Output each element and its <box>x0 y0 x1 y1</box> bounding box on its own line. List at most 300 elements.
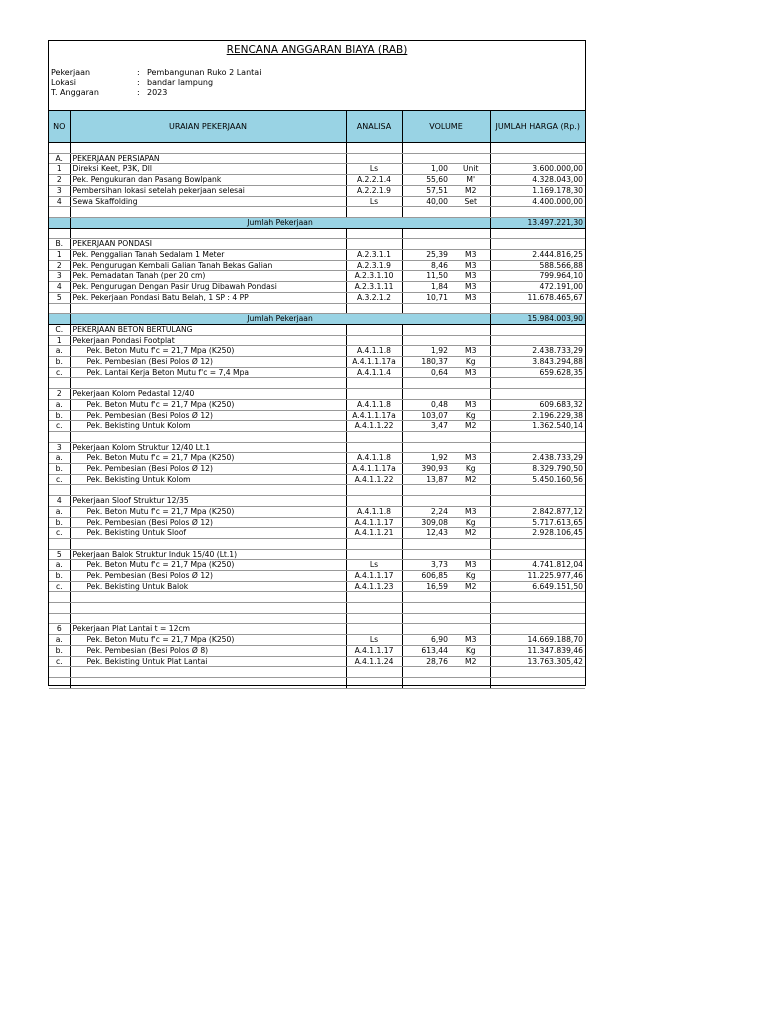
volume-value: 606,85 <box>421 571 448 580</box>
cell-no: a. <box>49 346 70 357</box>
cell-harga <box>490 677 585 688</box>
cell-uraian <box>70 228 346 239</box>
col-header-harga: JUMLAH HARGA (Rp.) <box>490 111 585 143</box>
cell-uraian: Pek. Bekisting Untuk Kolom <box>70 474 346 485</box>
meta-row-lokasi <box>51 78 213 88</box>
cell-volume <box>402 303 490 314</box>
blank-row <box>49 677 585 688</box>
cell-analisa <box>346 485 402 496</box>
cell-harga <box>490 624 585 635</box>
cell-analisa: A.3.2.1.2 <box>346 292 402 303</box>
cell-harga: 2.196.229,38 <box>490 410 585 421</box>
cell-no: 1 <box>49 335 70 346</box>
volume-unit: Kg <box>465 464 476 473</box>
cell-volume <box>402 496 490 507</box>
cell-harga: 2.444.816,25 <box>490 249 585 260</box>
cell-volume <box>402 271 490 282</box>
cell-analisa <box>346 335 402 346</box>
table-header <box>49 111 585 143</box>
volume-unit: M3 <box>465 453 477 463</box>
blank-row <box>49 667 585 678</box>
cell-no <box>49 485 70 496</box>
cell-volume <box>402 153 490 164</box>
cell-volume <box>402 185 490 196</box>
cell-uraian: Pek. Pekerjaan Pondasi Batu Belah, 1 SP : 4 PP <box>70 292 346 303</box>
cell-analisa <box>346 613 402 624</box>
cell-harga <box>490 603 585 614</box>
cell-harga: 11.225.977,46 <box>490 571 585 582</box>
cell-uraian <box>70 667 346 678</box>
cell-harga <box>490 378 585 389</box>
cell-no: a. <box>49 453 70 464</box>
volume-unit: M3 <box>465 635 477 645</box>
blank-row <box>49 485 585 496</box>
cell-analisa <box>346 603 402 614</box>
cell-analisa: Ls <box>346 196 402 207</box>
cell-harga: 1.169.178,30 <box>490 185 585 196</box>
cell-uraian: Pek. Pembesian (Besi Polos Ø 8) <box>70 645 346 656</box>
volume-unit: M3 <box>465 399 477 409</box>
table-row <box>49 656 585 667</box>
cell-volume <box>402 464 490 475</box>
cell-volume <box>402 410 490 421</box>
volume-value: 1,92 <box>431 346 448 356</box>
cell-analisa: A.4.1.1.8 <box>346 506 402 517</box>
cell-no: c. <box>49 656 70 667</box>
cell-uraian <box>70 485 346 496</box>
meta-row-anggaran <box>51 88 167 98</box>
table-body <box>49 143 585 689</box>
cell-analisa: A.4.1.1.22 <box>346 421 402 432</box>
blank-row <box>49 207 585 218</box>
cell-harga: 472.191,00 <box>490 282 585 293</box>
cell-uraian: Pek. Bekisting Untuk Plat Lantai <box>70 656 346 667</box>
cell-analisa <box>346 496 402 507</box>
cell-harga: 799.964,10 <box>490 271 585 282</box>
cell-analisa: A.2.3.1.9 <box>346 260 402 271</box>
cell-uraian: PEKERJAAN BETON BERTULANG <box>70 324 346 335</box>
cell-analisa: A.4.1.1.24 <box>346 656 402 667</box>
cell-analisa: A.4.1.1.17 <box>346 645 402 656</box>
volume-unit: Kg <box>465 410 476 420</box>
cell-analisa <box>346 624 402 635</box>
volume-unit: M2 <box>465 421 477 431</box>
cell-harga: 5.450.160,56 <box>490 474 585 485</box>
cell-volume <box>402 613 490 624</box>
volume-value: 1,84 <box>431 282 448 292</box>
cell-analisa <box>346 207 402 218</box>
table-row <box>49 196 585 207</box>
cell-analisa: A.4.1.1.17a <box>346 410 402 421</box>
meta-key: T. Anggaran <box>51 88 99 97</box>
cell-uraian: Pek. Beton Mutu f'c = 21,7 Mpa (K250) <box>70 635 346 646</box>
cell-harga: 2.842.877,12 <box>490 506 585 517</box>
volume-value: 8,46 <box>431 260 448 270</box>
cell-uraian: Pekerjaan Sloof Struktur 12/35 <box>70 496 346 507</box>
cell-harga: 14.669.188,70 <box>490 635 585 646</box>
cell-no <box>49 207 70 218</box>
cell-volume <box>402 560 490 571</box>
cell-analisa <box>346 677 402 688</box>
volume-value: 25,39 <box>426 249 448 259</box>
cell-volume <box>402 175 490 186</box>
table-row <box>49 528 585 539</box>
col-header-no: NO <box>49 111 70 143</box>
cell-no: b. <box>49 571 70 582</box>
cell-no <box>49 143 70 154</box>
blank-row <box>49 378 585 389</box>
table-row <box>49 346 585 357</box>
cell-no <box>49 677 70 688</box>
blank-row <box>49 303 585 314</box>
subsection-row <box>49 335 585 346</box>
cell-volume <box>402 239 490 250</box>
volume-unit: M' <box>466 175 476 185</box>
cell-harga: 3.843.294,88 <box>490 357 585 368</box>
cell-uraian: Pek. Pembesian (Besi Polos Ø 12) <box>70 517 346 528</box>
table-row <box>49 571 585 582</box>
cell-volume <box>402 228 490 239</box>
cell-volume <box>402 592 490 603</box>
table-row <box>49 292 585 303</box>
cell-analisa: A.4.1.1.17 <box>346 571 402 582</box>
cell-uraian: Pek. Pengukuran dan Pasang Bowlpank <box>70 175 346 186</box>
cell-analisa: A.2.3.1.11 <box>346 282 402 293</box>
volume-unit: M3 <box>465 560 477 570</box>
cell-no: 4 <box>49 282 70 293</box>
cell-no: 3 <box>49 271 70 282</box>
cell-no: 6 <box>49 624 70 635</box>
cell-no <box>49 378 70 389</box>
cell-no: 4 <box>49 196 70 207</box>
blank-row <box>49 228 585 239</box>
cell-no: 5 <box>49 292 70 303</box>
cell-volume <box>402 399 490 410</box>
cell-analisa <box>346 431 402 442</box>
cell-uraian <box>70 143 346 154</box>
cell-no: 1 <box>49 249 70 260</box>
cell-uraian: Pek. Bekisting Untuk Sloof <box>70 528 346 539</box>
cell-uraian: Pekerjaan Balok Struktur Induk 15/40 (Lt.1) <box>70 549 346 560</box>
blank-row <box>49 143 585 154</box>
volume-unit: Kg <box>465 517 476 527</box>
table-row <box>49 645 585 656</box>
cell-no: 1 <box>49 164 70 175</box>
cell-no: C. <box>49 324 70 335</box>
cell-uraian <box>70 303 346 314</box>
meta-key: Pekerjaan <box>51 68 91 77</box>
cell-analisa: Ls <box>346 164 402 175</box>
cell-analisa <box>346 667 402 678</box>
cell-analisa <box>346 153 402 164</box>
volume-unit: M2 <box>465 581 477 591</box>
volume-unit: M3 <box>465 346 477 356</box>
cell-no <box>49 314 70 325</box>
subsection-row <box>49 624 585 635</box>
document-title: RENCANA ANGGARAN BIAYA (RAB) <box>226 44 408 56</box>
cell-analisa <box>346 442 402 453</box>
meta-value: Pembangunan Ruko 2 Lantai <box>147 68 262 77</box>
cell-uraian: PEKERJAAN PERSIAPAN <box>70 153 346 164</box>
cell-harga <box>490 228 585 239</box>
blank-row <box>49 431 585 442</box>
section-row <box>49 153 585 164</box>
cell-volume <box>402 517 490 528</box>
cell-no: b. <box>49 645 70 656</box>
cell-uraian: Pek. Pembesian (Besi Polos Ø 12) <box>70 571 346 582</box>
cell-volume <box>402 645 490 656</box>
volume-unit: M3 <box>465 506 477 516</box>
cell-volume <box>402 389 490 400</box>
volume-value: 10,71 <box>426 292 448 302</box>
table-row <box>49 474 585 485</box>
cell-volume <box>402 528 490 539</box>
cell-no <box>49 217 70 228</box>
volume-value: 103,07 <box>421 410 448 420</box>
table-row <box>49 175 585 186</box>
cell-analisa: A.2.2.1.9 <box>346 185 402 196</box>
volume-value: 57,51 <box>426 185 448 195</box>
subsection-row <box>49 549 585 560</box>
cell-no <box>49 603 70 614</box>
cell-no <box>49 592 70 603</box>
table-row <box>49 185 585 196</box>
cell-volume <box>402 164 490 175</box>
cell-uraian: Pek. Pembesian (Besi Polos Ø 12) <box>70 410 346 421</box>
cell-volume <box>402 207 490 218</box>
cell-analisa: Ls <box>346 635 402 646</box>
cell-uraian: Pek. Pembesian (Besi Polos Ø 12) <box>70 357 346 368</box>
cell-no: a. <box>49 560 70 571</box>
rab-table <box>49 110 585 689</box>
volume-value: 2,24 <box>431 506 448 516</box>
cell-no <box>49 431 70 442</box>
cell-uraian: Pek. Penggalian Tanah Sedalam 1 Meter <box>70 249 346 260</box>
volume-unit: M3 <box>465 249 477 259</box>
table-row <box>49 249 585 260</box>
subsection-row <box>49 442 585 453</box>
table-row <box>49 164 585 175</box>
cell-uraian <box>70 613 346 624</box>
cell-no: c. <box>49 581 70 592</box>
cell-no: a. <box>49 399 70 410</box>
subtotal-label: Jumlah Pekerjaan <box>70 217 490 228</box>
cell-no: b. <box>49 464 70 475</box>
cell-analisa <box>346 303 402 314</box>
cell-uraian: Pekerjaan Plat Lantai t = 12cm <box>70 624 346 635</box>
blank-row <box>49 592 585 603</box>
cell-analisa <box>346 143 402 154</box>
cell-no: 3 <box>49 442 70 453</box>
blank-row <box>49 538 585 549</box>
volume-unit: Set <box>464 196 477 206</box>
cell-volume <box>402 485 490 496</box>
cell-no: c. <box>49 421 70 432</box>
cell-analisa: A.4.1.1.8 <box>346 453 402 464</box>
cell-uraian: Pek. Pemadatan Tanah (per 20 cm) <box>70 271 346 282</box>
meta-sep: : <box>137 78 140 87</box>
volume-unit: M3 <box>465 271 477 281</box>
cell-uraian <box>70 592 346 603</box>
cell-harga <box>490 207 585 218</box>
blank-row <box>49 613 585 624</box>
subsection-row <box>49 496 585 507</box>
cell-harga <box>490 667 585 678</box>
meta-row-pekerjaan <box>51 68 261 78</box>
cell-harga <box>490 303 585 314</box>
cell-analisa <box>346 538 402 549</box>
cell-harga <box>490 549 585 560</box>
cell-harga <box>490 143 585 154</box>
cell-analisa: A.4.1.1.8 <box>346 346 402 357</box>
volume-unit: M2 <box>465 474 477 484</box>
cell-uraian <box>70 378 346 389</box>
cell-analisa <box>346 549 402 560</box>
cell-volume <box>402 346 490 357</box>
cell-no: b. <box>49 357 70 368</box>
section-row <box>49 324 585 335</box>
cell-harga <box>490 613 585 624</box>
cell-analisa <box>346 324 402 335</box>
meta-sep: : <box>137 88 140 97</box>
cell-analisa: A.2.3.1.1 <box>346 249 402 260</box>
cell-uraian <box>70 431 346 442</box>
cell-harga: 659.628,35 <box>490 367 585 378</box>
cell-volume <box>402 571 490 582</box>
cell-harga: 588.566,88 <box>490 260 585 271</box>
cell-volume <box>402 549 490 560</box>
cell-uraian: Pek. Beton Mutu f'c = 21,7 Mpa (K250) <box>70 399 346 410</box>
table-row <box>49 517 585 528</box>
cell-harga <box>490 496 585 507</box>
cell-analisa: A.4.1.1.21 <box>346 528 402 539</box>
cell-uraian: Sewa Skaffolding <box>70 196 346 207</box>
cell-uraian: PEKERJAAN PONDASI <box>70 239 346 250</box>
blank-row <box>49 603 585 614</box>
cell-analisa <box>346 228 402 239</box>
cell-volume <box>402 656 490 667</box>
cell-no: 5 <box>49 549 70 560</box>
volume-unit: M3 <box>465 260 477 270</box>
cell-no: b. <box>49 517 70 528</box>
cell-analisa <box>346 239 402 250</box>
volume-value: 12,43 <box>426 528 448 538</box>
volume-value: 0,48 <box>431 399 448 409</box>
cell-volume <box>402 431 490 442</box>
table-row <box>49 635 585 646</box>
cell-harga <box>490 239 585 250</box>
cell-uraian <box>70 677 346 688</box>
cell-harga: 2.438.733,29 <box>490 346 585 357</box>
volume-value: 180,37 <box>421 357 448 366</box>
cell-volume <box>402 581 490 592</box>
table-row <box>49 421 585 432</box>
cell-volume <box>402 249 490 260</box>
cell-uraian <box>70 538 346 549</box>
volume-unit: M2 <box>465 656 477 666</box>
volume-unit: M3 <box>465 367 477 377</box>
cell-harga <box>490 324 585 335</box>
table-row <box>49 581 585 592</box>
volume-value: 13,87 <box>426 474 448 484</box>
cell-analisa: A.4.1.1.17a <box>346 357 402 368</box>
cell-no: 2 <box>49 389 70 400</box>
table-row <box>49 410 585 421</box>
meta-value: bandar lampung <box>147 78 214 87</box>
cell-harga: 2.438.733,29 <box>490 453 585 464</box>
volume-value: 11,50 <box>426 271 448 281</box>
cell-volume <box>402 335 490 346</box>
cell-no <box>49 538 70 549</box>
cell-volume <box>402 624 490 635</box>
table-row <box>49 506 585 517</box>
cell-no <box>49 228 70 239</box>
volume-value: 1,92 <box>431 453 448 463</box>
cell-analisa <box>346 389 402 400</box>
volume-value: 40,00 <box>426 196 448 206</box>
volume-unit: M3 <box>465 292 477 302</box>
cell-analisa: A.4.1.1.17 <box>346 517 402 528</box>
cell-no: 3 <box>49 185 70 196</box>
cell-volume <box>402 324 490 335</box>
cell-uraian: Pek. Beton Mutu f'c = 21,7 Mpa (K250) <box>70 453 346 464</box>
cell-analisa: A.4.1.1.4 <box>346 367 402 378</box>
volume-value: 0,64 <box>431 367 448 377</box>
cell-uraian: Direksi Keet, P3K, Dll <box>70 164 346 175</box>
cell-volume <box>402 635 490 646</box>
cell-volume <box>402 143 490 154</box>
table-row <box>49 367 585 378</box>
cell-harga: 11.678.465,67 <box>490 292 585 303</box>
cell-uraian: Pek. Beton Mutu f'c = 21,7 Mpa (K250) <box>70 560 346 571</box>
cell-harga <box>490 538 585 549</box>
cell-no: b. <box>49 410 70 421</box>
cell-volume <box>402 667 490 678</box>
cell-uraian: Pek. Lantai Kerja Beton Mutu f'c = 7,4 Mpa <box>70 367 346 378</box>
volume-unit: Kg <box>465 357 476 366</box>
subtotal-row <box>49 217 585 228</box>
cell-harga <box>490 442 585 453</box>
cell-harga: 1.362.540,14 <box>490 421 585 432</box>
volume-value: 28,76 <box>426 656 448 666</box>
cell-harga: 4.328.043,00 <box>490 175 585 186</box>
volume-value: 3,73 <box>431 560 448 570</box>
cell-harga <box>490 485 585 496</box>
cell-harga: 5.717.613,65 <box>490 517 585 528</box>
volume-value: 6,90 <box>431 635 448 645</box>
col-header-analisa: ANALISA <box>346 111 402 143</box>
cell-uraian: Pek. Beton Mutu f'c = 21,7 Mpa (K250) <box>70 506 346 517</box>
cell-volume <box>402 282 490 293</box>
cell-analisa: A.2.2.1.4 <box>346 175 402 186</box>
cell-volume <box>402 357 490 368</box>
cell-analisa: A.4.1.1.8 <box>346 399 402 410</box>
cell-uraian: Pek. Pengurugan Kembali Galian Tanah Bekas Galian <box>70 260 346 271</box>
cell-uraian <box>70 603 346 614</box>
cell-volume <box>402 421 490 432</box>
volume-value: 16,59 <box>426 581 448 591</box>
cell-harga <box>490 592 585 603</box>
cell-uraian: Pek. Beton Mutu f'c = 21,7 Mpa (K250) <box>70 346 346 357</box>
volume-unit: M2 <box>465 528 477 538</box>
cell-no <box>49 667 70 678</box>
cell-volume <box>402 474 490 485</box>
table-row <box>49 357 585 368</box>
rab-sheet <box>48 40 586 686</box>
cell-no: 2 <box>49 260 70 271</box>
cell-analisa <box>346 592 402 603</box>
cell-no: 2 <box>49 175 70 186</box>
